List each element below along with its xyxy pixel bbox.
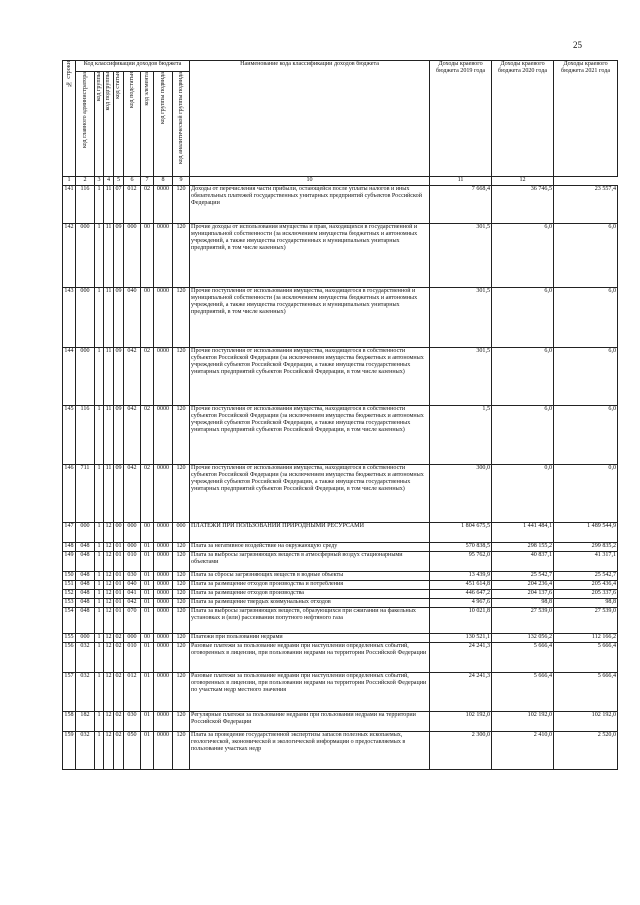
code-cell: 01: [141, 673, 154, 712]
amount-cell: 1 489 544,9: [554, 523, 618, 543]
code-cell: 12: [104, 712, 114, 732]
code-cell: 1: [95, 186, 104, 224]
code-cell: 030: [124, 712, 141, 732]
amount-cell: 6,0: [492, 406, 554, 465]
header-code-col: код группы подвида: [154, 72, 173, 177]
table-row: [63, 581, 618, 590]
table-row: [63, 712, 618, 732]
revenue-table: [62, 60, 618, 770]
table-row: [63, 590, 618, 599]
code-cell: 1: [95, 552, 104, 572]
amount-cell: 112 166,2: [554, 634, 618, 643]
code-cell: 120: [173, 643, 190, 673]
amount-cell: 102 192,0: [554, 712, 618, 732]
code-cell: 11: [104, 288, 114, 348]
code-cell: 048: [76, 572, 95, 581]
code-cell: 042: [124, 406, 141, 465]
code-cell: 000: [76, 634, 95, 643]
amount-cell: 27 539,0: [492, 608, 554, 634]
code-cell: 01: [114, 590, 124, 599]
code-cell: 02: [141, 406, 154, 465]
column-number: 12: [492, 177, 554, 186]
code-cell: 010: [124, 643, 141, 673]
table-row: [63, 523, 618, 543]
code-cell: 0000: [154, 552, 173, 572]
amount-cell: 5 666,4: [492, 673, 554, 712]
name-cell: Платежи при пользовании недрами: [190, 634, 430, 643]
code-cell: 00: [114, 523, 124, 543]
code-cell: 12: [104, 643, 114, 673]
code-cell: 1: [95, 643, 104, 673]
code-cell: 12: [104, 599, 114, 608]
code-cell: 1: [95, 608, 104, 634]
code-cell: 120: [173, 590, 190, 599]
code-cell: 0000: [154, 288, 173, 348]
row-number: 143: [63, 288, 76, 348]
code-cell: 01: [114, 543, 124, 552]
code-cell: 0000: [154, 406, 173, 465]
code-cell: 120: [173, 572, 190, 581]
table-row: [63, 608, 618, 634]
amount-cell: 451 614,8: [430, 581, 492, 590]
header-year-2019: Доходы краевого бюджета 2019 года: [430, 61, 492, 177]
amount-cell: 300,0: [430, 465, 492, 523]
row-number: 147: [63, 523, 76, 543]
code-cell: 030: [124, 572, 141, 581]
amount-cell: 24 241,3: [430, 643, 492, 673]
code-cell: 0000: [154, 348, 173, 406]
amount-cell: 1 804 675,5: [430, 523, 492, 543]
code-cell: 120: [173, 288, 190, 348]
code-cell: 01: [141, 599, 154, 608]
row-number: 146: [63, 465, 76, 523]
code-cell: 0000: [154, 186, 173, 224]
code-cell: 01: [114, 572, 124, 581]
name-cell: Плата за размещение отходов производства и потребления: [190, 581, 430, 590]
amount-cell: 205 436,4: [554, 581, 618, 590]
name-cell: Плата за проведение государственной экспертизы запасов полезных ископаемых, геологической, экономической и экологической информации о предоставляемых в пользование участках недр: [190, 732, 430, 770]
row-number: 159: [63, 732, 76, 770]
code-cell: 116: [76, 406, 95, 465]
row-number: 151: [63, 581, 76, 590]
amount-cell: 570 838,5: [430, 543, 492, 552]
code-cell: 1: [95, 712, 104, 732]
header-code-col: код подгруппы: [104, 72, 114, 177]
table-row: [63, 543, 618, 552]
code-cell: 1: [95, 288, 104, 348]
code-cell: 11: [104, 186, 114, 224]
code-cell: 0000: [154, 590, 173, 599]
code-cell: 042: [124, 348, 141, 406]
code-cell: 09: [114, 288, 124, 348]
row-number: 141: [63, 186, 76, 224]
code-cell: 000: [124, 543, 141, 552]
code-cell: 012: [124, 186, 141, 224]
code-cell: 0000: [154, 523, 173, 543]
code-cell: 02: [114, 732, 124, 770]
code-cell: 120: [173, 348, 190, 406]
code-cell: 01: [114, 581, 124, 590]
row-number: 152: [63, 590, 76, 599]
amount-cell: 4 967,6: [430, 599, 492, 608]
code-cell: 120: [173, 543, 190, 552]
column-number: 7: [141, 177, 154, 186]
header-year-2020: Доходы краевого бюджета 2020 года: [492, 61, 554, 177]
code-cell: 12: [104, 634, 114, 643]
code-cell: 11: [104, 406, 114, 465]
table-row: [63, 732, 618, 770]
code-cell: 02: [114, 673, 124, 712]
code-cell: 1: [95, 406, 104, 465]
code-cell: 0000: [154, 543, 173, 552]
amount-cell: 301,5: [430, 288, 492, 348]
code-cell: 00: [141, 523, 154, 543]
amount-cell: 5 666,4: [554, 643, 618, 673]
amount-cell: 102 192,0: [492, 712, 554, 732]
row-number: 149: [63, 552, 76, 572]
code-cell: 120: [173, 634, 190, 643]
code-cell: 000: [76, 523, 95, 543]
name-cell: Разовые платежи за пользование недрами при наступлении определенных событий, оговоренных в лицензии, при пользовании недрами на территории Российской Федерации: [190, 643, 430, 673]
column-number: 2: [76, 177, 95, 186]
code-cell: 048: [76, 590, 95, 599]
name-cell: Плата за размещение отходов производства: [190, 590, 430, 599]
column-number: 8: [154, 177, 173, 186]
code-cell: 032: [76, 673, 95, 712]
code-cell: 182: [76, 712, 95, 732]
amount-cell: 1,5: [430, 406, 492, 465]
code-cell: 01: [141, 732, 154, 770]
code-cell: 11: [104, 465, 114, 523]
code-cell: 1: [95, 732, 104, 770]
amount-cell: 6,0: [492, 224, 554, 288]
row-number: 154: [63, 608, 76, 634]
name-cell: Разовые платежи за пользование недрами при наступлении определенных событий, оговоренных в лицензии, при пользовании недрами на территории Российской Федерации по участкам недр местного значения: [190, 673, 430, 712]
amount-cell: 301,5: [430, 224, 492, 288]
column-number: 6: [124, 177, 141, 186]
header-code-col: код статьи: [114, 72, 124, 177]
amount-cell: 2 520,0: [554, 732, 618, 770]
table-row: [63, 643, 618, 673]
header-year-2021: Доходы краевого бюджета 2021 года: [554, 61, 618, 177]
name-cell: Прочие поступления от использования имущества, находящегося в государственной и муниципальной собственности (за исключением имущества бюджетных и автономных учреждений, а также имущества государственных и муниципальных унитарных предприятий, в том числе казенных): [190, 288, 430, 348]
code-cell: 000: [124, 634, 141, 643]
amount-cell: 95 762,0: [430, 552, 492, 572]
code-cell: 02: [141, 348, 154, 406]
column-number: 10: [190, 177, 430, 186]
code-cell: 1: [95, 634, 104, 643]
code-cell: 02: [141, 186, 154, 224]
amount-cell: 298 155,2: [492, 543, 554, 552]
column-number: 3: [95, 177, 104, 186]
code-cell: 041: [124, 590, 141, 599]
amount-cell: 13 439,9: [430, 572, 492, 581]
amount-cell: 7 668,4: [430, 186, 492, 224]
name-cell: Прочие поступления от использования имущества, находящегося в собственности субъектов Российской Федерации (за исключением имущества бюджетных и автономных учреждений субъектов Российской Федерации, а также имущества государственных унитарных предприятий субъектов Российской Федерации, в том числе казенных): [190, 465, 430, 523]
code-cell: 040: [124, 288, 141, 348]
table-row: [63, 288, 618, 348]
code-cell: 0000: [154, 581, 173, 590]
code-cell: 120: [173, 581, 190, 590]
amount-cell: 299 835,2: [554, 543, 618, 552]
code-cell: 01: [141, 590, 154, 599]
amount-cell: 130 521,1: [430, 634, 492, 643]
code-cell: 120: [173, 224, 190, 288]
code-cell: 0000: [154, 465, 173, 523]
code-cell: 032: [76, 732, 95, 770]
code-cell: 02: [141, 465, 154, 523]
amount-cell: 1 441 484,1: [492, 523, 554, 543]
header-code-col: код аналитической группы подвида: [173, 72, 190, 177]
code-cell: 000: [76, 224, 95, 288]
column-number: 5: [114, 177, 124, 186]
code-cell: 120: [173, 599, 190, 608]
amount-cell: 132 056,2: [492, 634, 554, 643]
amount-cell: 5 666,4: [492, 643, 554, 673]
code-cell: 070: [124, 608, 141, 634]
code-cell: 116: [76, 186, 95, 224]
table-row: [63, 406, 618, 465]
code-cell: 010: [124, 552, 141, 572]
amount-cell: 41 317,1: [554, 552, 618, 572]
code-cell: 01: [141, 552, 154, 572]
amount-cell: 40 837,1: [492, 552, 554, 572]
code-cell: 048: [76, 552, 95, 572]
code-cell: 042: [124, 465, 141, 523]
name-cell: Плата за выбросы загрязняющих веществ в атмосферный воздух стационарными объектами: [190, 552, 430, 572]
column-number: 1: [63, 177, 76, 186]
code-cell: 120: [173, 673, 190, 712]
table-row: [63, 634, 618, 643]
code-cell: 12: [104, 523, 114, 543]
row-number: 156: [63, 643, 76, 673]
header-code-group: Код классификации доходов бюджета: [76, 61, 190, 72]
code-cell: 01: [141, 581, 154, 590]
table-row: [63, 348, 618, 406]
header-name: Наименование кода классификации доходов бюджета: [190, 61, 430, 177]
table-row: [63, 599, 618, 608]
amount-cell: 0,0: [492, 465, 554, 523]
code-cell: 000: [124, 523, 141, 543]
code-cell: 12: [104, 590, 114, 599]
code-cell: 000: [173, 523, 190, 543]
code-cell: 01: [141, 543, 154, 552]
code-cell: 000: [76, 348, 95, 406]
amount-cell: 25 542,7: [554, 572, 618, 581]
amount-cell: 204 137,6: [492, 590, 554, 599]
column-number: 11: [430, 177, 492, 186]
code-cell: 1: [95, 543, 104, 552]
code-cell: 11: [104, 348, 114, 406]
amount-cell: 6,0: [492, 288, 554, 348]
code-cell: 0000: [154, 599, 173, 608]
header-code-col: код главного администратора: [76, 72, 95, 177]
column-number: 9: [173, 177, 190, 186]
code-cell: 02: [114, 634, 124, 643]
code-cell: 1: [95, 590, 104, 599]
name-cell: Плата за размещение твердых коммунальных отходов: [190, 599, 430, 608]
amount-cell: 6,0: [492, 348, 554, 406]
code-cell: 01: [114, 552, 124, 572]
code-cell: 09: [114, 348, 124, 406]
amount-cell: 0,0: [554, 465, 618, 523]
code-cell: 12: [104, 543, 114, 552]
code-cell: 120: [173, 608, 190, 634]
code-cell: 00: [141, 288, 154, 348]
row-number: 142: [63, 224, 76, 288]
amount-cell: 6,0: [554, 348, 618, 406]
amount-cell: 98,8: [554, 599, 618, 608]
code-cell: 0000: [154, 673, 173, 712]
code-cell: 12: [104, 572, 114, 581]
code-cell: 120: [173, 552, 190, 572]
row-number: 144: [63, 348, 76, 406]
page-number: 25: [573, 40, 582, 50]
row-number: 158: [63, 712, 76, 732]
code-cell: 02: [114, 712, 124, 732]
code-cell: 1: [95, 465, 104, 523]
code-cell: 1: [95, 348, 104, 406]
name-cell: ПЛАТЕЖИ ПРИ ПОЛЬЗОВАНИИ ПРИРОДНЫМИ РЕСУРСАМИ: [190, 523, 430, 543]
code-cell: 000: [124, 224, 141, 288]
code-cell: 120: [173, 712, 190, 732]
code-cell: 1: [95, 572, 104, 581]
code-cell: 12: [104, 608, 114, 634]
code-cell: 120: [173, 186, 190, 224]
row-number: 145: [63, 406, 76, 465]
code-cell: 012: [124, 673, 141, 712]
amount-cell: 36 746,5: [492, 186, 554, 224]
code-cell: 0000: [154, 572, 173, 581]
code-cell: 01: [114, 608, 124, 634]
code-cell: 1: [95, 523, 104, 543]
code-cell: 09: [114, 465, 124, 523]
amount-cell: 24 241,3: [430, 673, 492, 712]
amount-cell: 5 666,4: [554, 673, 618, 712]
code-cell: 120: [173, 465, 190, 523]
name-cell: Прочие доходы от использования имущества и прав, находящихся в государственной и муниципальной собственности (за исключением имущества бюджетных и автономных учреждений, а также имущества государственных и муниципальных унитарных предприятий, в том числе казенных): [190, 224, 430, 288]
code-cell: 12: [104, 552, 114, 572]
code-cell: 120: [173, 732, 190, 770]
code-cell: 0000: [154, 224, 173, 288]
name-cell: Доходы от перечисления части прибыли, остающейся после уплаты налогов и иных обязательных платежей государственных унитарных предприятий субъектов Российской Федерации: [190, 186, 430, 224]
row-number: 150: [63, 572, 76, 581]
code-cell: 07: [114, 186, 124, 224]
code-cell: 1: [95, 599, 104, 608]
amount-cell: 204 236,4: [492, 581, 554, 590]
code-cell: 050: [124, 732, 141, 770]
code-cell: 040: [124, 581, 141, 590]
amount-cell: 205 337,6: [554, 590, 618, 599]
amount-cell: 10 021,8: [430, 608, 492, 634]
table-row: [63, 552, 618, 572]
code-cell: 048: [76, 608, 95, 634]
code-cell: 000: [76, 288, 95, 348]
code-cell: 00: [141, 224, 154, 288]
code-cell: 11: [104, 224, 114, 288]
code-cell: 711: [76, 465, 95, 523]
name-cell: Плата за выбросы загрязняющих веществ, образующихся при сжигании на факельных установках и (или) рассеивании попутного нефтяного газа: [190, 608, 430, 634]
header-code-col: код группы: [95, 72, 104, 177]
amount-cell: 6,0: [554, 224, 618, 288]
table-row: [63, 673, 618, 712]
code-cell: 032: [76, 643, 95, 673]
name-cell: Плата за негативное воздействие на окружающую среду: [190, 543, 430, 552]
code-cell: 0000: [154, 643, 173, 673]
row-number: 155: [63, 634, 76, 643]
table-row: [63, 572, 618, 581]
code-cell: 12: [104, 673, 114, 712]
row-number: 157: [63, 673, 76, 712]
code-cell: 09: [114, 224, 124, 288]
code-cell: 02: [114, 643, 124, 673]
code-cell: 048: [76, 543, 95, 552]
column-number: 4: [104, 177, 114, 186]
amount-cell: 446 647,2: [430, 590, 492, 599]
code-cell: 12: [104, 581, 114, 590]
code-cell: 120: [173, 406, 190, 465]
header-code-col: код элемента: [141, 72, 154, 177]
code-cell: 09: [114, 406, 124, 465]
code-cell: 01: [141, 572, 154, 581]
code-cell: 048: [76, 581, 95, 590]
amount-cell: 27 539,0: [554, 608, 618, 634]
name-cell: Плата за сбросы загрязняющих веществ в водные объекты: [190, 572, 430, 581]
code-cell: 048: [76, 599, 95, 608]
header-code-col: код подстатьи: [124, 72, 141, 177]
code-cell: 1: [95, 224, 104, 288]
header-row-no: № строки: [63, 61, 76, 177]
table-row: [63, 186, 618, 224]
name-cell: Прочие поступления от использования имущества, находящегося в собственности субъектов Российской Федерации (за исключением имущества бюджетных и автономных учреждений субъектов Российской Федерации, а также имущества государственных унитарных предприятий субъектов Российской Федерации, в том числе казенных): [190, 348, 430, 406]
name-cell: Прочие поступления от использования имущества, находящегося в собственности субъектов Российской Федерации (за исключением имущества бюджетных и автономных учреждений субъектов Российской Федерации, а также имущества государственных унитарных предприятий субъектов Российской Федерации, в том числе казенных): [190, 406, 430, 465]
code-cell: 042: [124, 599, 141, 608]
code-cell: 0000: [154, 712, 173, 732]
code-cell: 01: [141, 643, 154, 673]
amount-cell: 2 410,0: [492, 732, 554, 770]
code-cell: 0000: [154, 732, 173, 770]
amount-cell: 2 300,0: [430, 732, 492, 770]
code-cell: 01: [114, 599, 124, 608]
amount-cell: 6,0: [554, 406, 618, 465]
amount-cell: 6,0: [554, 288, 618, 348]
table-row: [63, 224, 618, 288]
amount-cell: 102 192,0: [430, 712, 492, 732]
amount-cell: 98,8: [492, 599, 554, 608]
amount-cell: 23 557,4: [554, 186, 618, 224]
amount-cell: 25 542,7: [492, 572, 554, 581]
code-cell: 1: [95, 673, 104, 712]
code-cell: 00: [141, 634, 154, 643]
code-cell: 01: [141, 608, 154, 634]
code-cell: 0000: [154, 608, 173, 634]
code-cell: 01: [141, 712, 154, 732]
code-cell: 1: [95, 581, 104, 590]
table-row: [63, 465, 618, 523]
name-cell: Регулярные платежи за пользование недрами при пользовании недрами на территории Российской Федерации: [190, 712, 430, 732]
amount-cell: 301,5: [430, 348, 492, 406]
column-number-row: [63, 177, 618, 186]
row-number: 153: [63, 599, 76, 608]
code-cell: 12: [104, 732, 114, 770]
code-cell: 0000: [154, 634, 173, 643]
row-number: 148: [63, 543, 76, 552]
